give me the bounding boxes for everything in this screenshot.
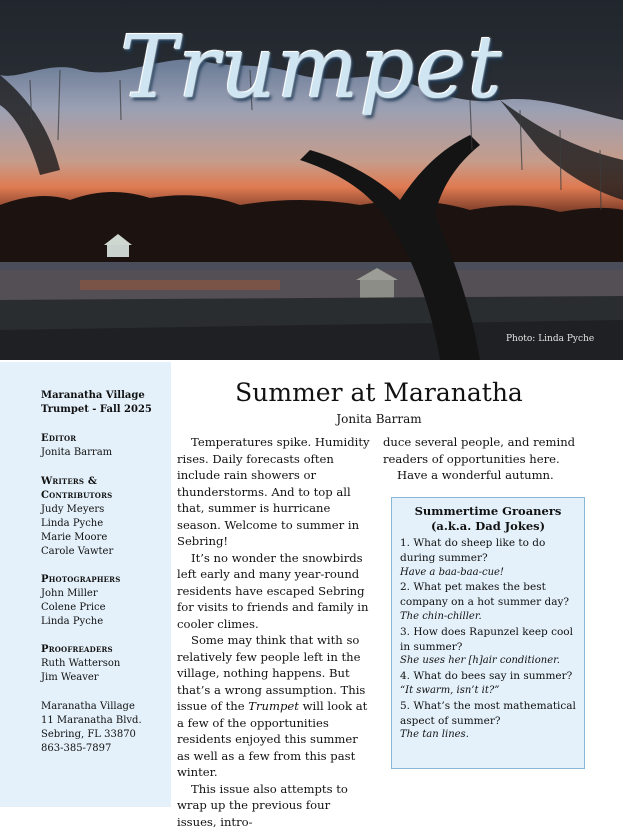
article-paragraph: This issue also attempts to wrap up the previous four issues, intro-	[177, 781, 373, 830]
joke-answer: The tan lines.	[400, 728, 576, 743]
address-block	[41, 700, 142, 756]
writers-section	[41, 475, 113, 559]
article-paragraph: It’s no wonder the snowbirds left early and many year-round residents have escaped Sebring for visits to friends and family in cooler climes.	[177, 550, 373, 633]
article-column-2	[383, 434, 581, 484]
address-line: 11 Maranatha Blvd.	[41, 714, 142, 728]
paragraph-text: will look at a few of the opportunities residents enjoyed this summer as well as a few from this past winter.	[177, 699, 367, 779]
cover-photo	[0, 0, 623, 360]
joke-answer: The chin-chiller.	[400, 610, 576, 625]
photographers-heading: Photographers	[41, 573, 120, 587]
joke-question: 5. What’s the most mathematical aspect of summer?	[400, 699, 576, 729]
article-title: Summer at Maranatha	[171, 378, 587, 407]
proofreader-name: Jim Weaver	[41, 671, 120, 685]
joke-question: 2. What pet makes the best company on a hot summer day?	[400, 580, 576, 610]
publication-issue: Trumpet - Fall 2025	[41, 403, 152, 417]
dad-jokes-box	[391, 497, 585, 769]
article-paragraph: Have a wonderful autumn.	[383, 467, 581, 484]
jokes-title-line2: (a.k.a. Dad Jokes)	[400, 519, 576, 534]
publication-name: Maranatha Village	[41, 389, 152, 403]
address-line: Sebring, FL 33870	[41, 728, 142, 742]
proofreaders-section	[41, 643, 120, 685]
article-paragraph	[177, 632, 373, 781]
writer-name: Carole Vawter	[41, 545, 113, 559]
photo-credit: Photo: Linda Pyche	[506, 334, 594, 344]
writers-heading-line2: Contributors	[41, 489, 113, 503]
proofreaders-heading: Proofreaders	[41, 643, 120, 657]
photographer-name: Colene Price	[41, 601, 120, 615]
jokes-title	[400, 504, 576, 534]
writers-heading-line1: Writers &	[41, 475, 113, 489]
article-paragraph: duce several people, and remind readers of opportunities here.	[383, 434, 581, 467]
phone-number: 863-385-7897	[41, 742, 142, 756]
masthead-title: Trumpet	[0, 18, 623, 118]
photographer-name: Linda Pyche	[41, 615, 120, 629]
editor-heading: Editor	[41, 432, 112, 446]
photographer-name: John Miller	[41, 587, 120, 601]
writer-name: Linda Pyche	[41, 517, 113, 531]
joke-question: 4. What do bees say in summer?	[400, 669, 576, 684]
writer-name: Marie Moore	[41, 531, 113, 545]
photographers-section	[41, 573, 120, 629]
article-paragraph: Temperatures spike. Humidity rises. Daily forecasts often include rain showers or thunderstorms. And to top all that, summer is hurricane season. Welcome to summer in Sebring!	[177, 434, 373, 550]
joke-question: 3. How does Rapunzel keep cool in summer?	[400, 625, 576, 655]
editor-section	[41, 432, 112, 460]
joke-answer: She uses her [h]air conditioner.	[400, 654, 576, 669]
jokes-title-line1: Summertime Groaners	[400, 504, 576, 519]
article-byline: Jonita Barram	[171, 412, 587, 426]
article-column-1	[177, 434, 373, 830]
writer-name: Judy Meyers	[41, 503, 113, 517]
paragraph-text: Some may think that with so relatively few people left in the village, nothing happens. But that’s a wrong assumption. This issue of the	[177, 633, 365, 713]
editor-name: Jonita Barram	[41, 446, 112, 460]
joke-answer: Have a baa-baa-cue!	[400, 566, 576, 581]
joke-answer: “It swarm, isn’t it?”	[400, 684, 576, 699]
publication-info	[41, 389, 152, 417]
address-line: Maranatha Village	[41, 700, 142, 714]
publication-name-italic: Trumpet	[248, 699, 299, 713]
joke-question: 1. What do sheep like to do during summer?	[400, 536, 576, 566]
proofreader-name: Ruth Watterson	[41, 657, 120, 671]
